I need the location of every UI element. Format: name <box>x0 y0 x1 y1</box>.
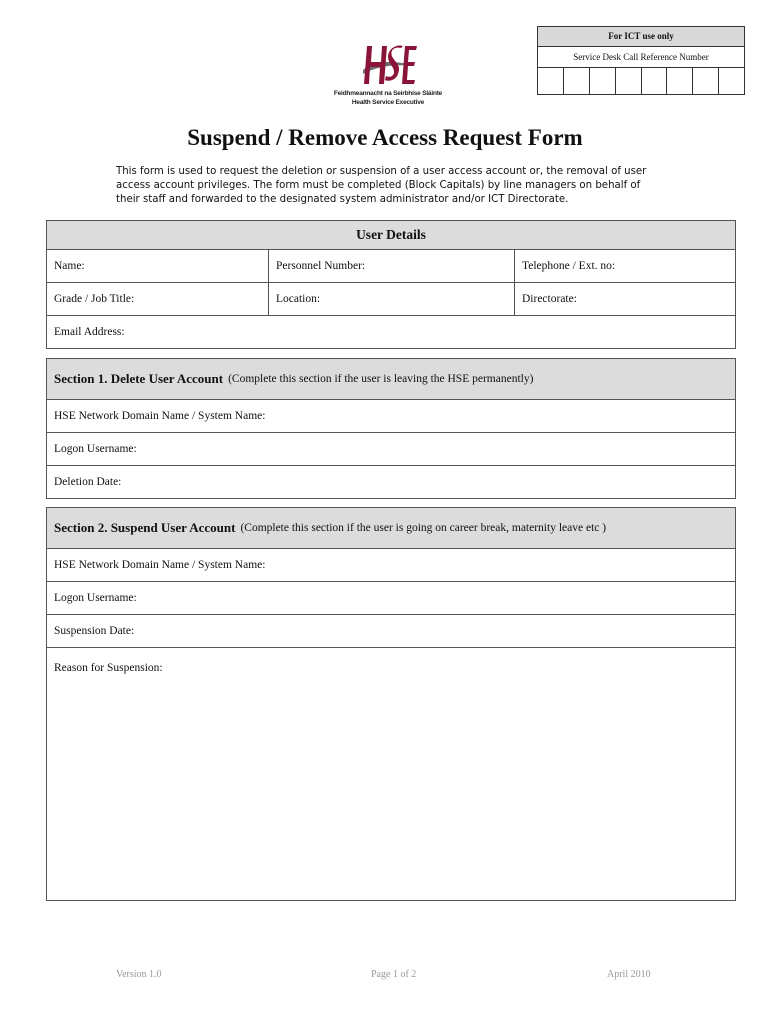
section-1-heading <box>47 359 735 399</box>
section-2-table <box>46 507 736 901</box>
section-1-logon-username-field[interactable]: Logon Username: <box>54 443 137 455</box>
directorate-field[interactable]: Directorate: <box>514 283 735 315</box>
user-details-table <box>46 220 736 349</box>
section-2-domain-field[interactable]: HSE Network Domain Name / System Name: <box>54 559 266 571</box>
reference-cell[interactable] <box>693 68 719 94</box>
footer-page-number: Page 1 of 2 <box>371 969 417 980</box>
reference-cell[interactable] <box>538 68 564 94</box>
section-2-note: (Complete this section if the user is going on career break, maternity leave etc ) <box>240 522 607 534</box>
section-1-domain-field[interactable]: HSE Network Domain Name / System Name: <box>54 410 266 422</box>
reference-cell[interactable] <box>590 68 616 94</box>
ict-header: For ICT use only <box>538 27 744 47</box>
user-details-heading: User Details <box>47 221 735 249</box>
section-2-logon-username-field[interactable]: Logon Username: <box>54 592 137 604</box>
page-title: Suspend / Remove Access Request Form <box>187 125 583 150</box>
section-2-title: Section 2. Suspend User Account <box>54 520 236 535</box>
intro-paragraph: This form is used to request the deletion or suspension of a user access account or, the removal of user access account privileges. The form must be completed (Block Capitals) by line managers on behalf of their staff and forwarded to the designated system administrator and/or ICT Directorate. <box>116 166 647 205</box>
grade-job-title-field[interactable]: Grade / Job Title: <box>54 293 135 305</box>
reason-for-suspension-field[interactable]: Reason for Suspension: <box>54 662 163 674</box>
hse-logo <box>333 40 443 112</box>
reference-cell[interactable] <box>719 68 744 94</box>
telephone-field[interactable]: Telephone / Ext. no: <box>514 250 735 282</box>
email-address-field[interactable]: Email Address: <box>54 326 125 338</box>
location-field[interactable]: Location: <box>268 283 514 315</box>
section-1-table <box>46 358 736 499</box>
section-1-title: Section 1. Delete User Account <box>54 371 224 386</box>
name-field[interactable]: Name: <box>54 260 85 272</box>
footer-date: April 2010 <box>607 969 651 980</box>
reference-cell[interactable] <box>667 68 693 94</box>
ict-use-only-box <box>537 26 745 95</box>
service-desk-reference-label: Service Desk Call Reference Number <box>538 47 744 68</box>
reference-number-cells <box>538 68 744 94</box>
section-1-note: (Complete this section if the user is leaving the HSE permanently) <box>228 373 534 385</box>
section-2-heading <box>47 508 735 548</box>
logo-irish-text: Feidhmeannacht na Seirbhíse Sláinte <box>333 90 443 97</box>
reference-cell[interactable] <box>564 68 590 94</box>
deletion-date-field[interactable]: Deletion Date: <box>54 476 122 488</box>
logo-english-text: Health Service Executive <box>351 99 425 106</box>
suspension-date-field[interactable]: Suspension Date: <box>54 625 135 637</box>
footer-version: Version 1.0 <box>116 969 162 980</box>
reference-cell[interactable] <box>616 68 642 94</box>
reference-cell[interactable] <box>642 68 668 94</box>
personnel-number-field[interactable]: Personnel Number: <box>268 250 514 282</box>
hse-logo-icon <box>355 40 421 90</box>
